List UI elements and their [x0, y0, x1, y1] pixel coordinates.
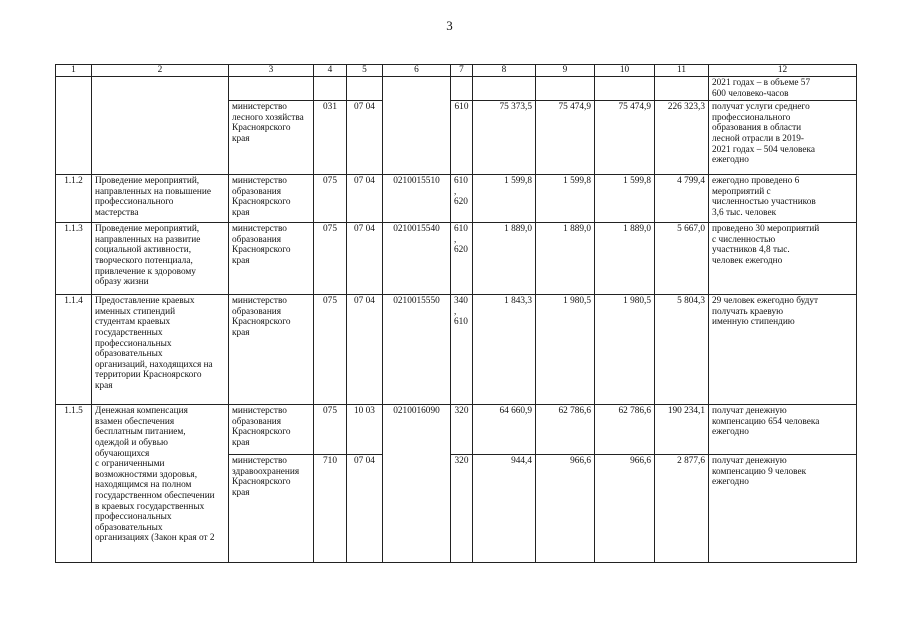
cell-csr: 0210015510 — [383, 175, 451, 223]
cell-number: 1.1.4 — [56, 295, 92, 405]
table-row — [56, 295, 857, 405]
cell-year-2020: 966,6 — [536, 455, 595, 563]
cell-year-2021: 1 889,0 — [595, 223, 655, 295]
cell-rzpr: 07 04 — [347, 223, 383, 295]
cell-measure-name — [92, 77, 229, 175]
cell-expected-result: 29 человек ежегодно будут получать краевую именную стипендию — [709, 295, 857, 405]
header-cell: 7 — [451, 65, 473, 77]
cell-measure-name: Проведение мероприятий, направленных на развитие социальной активности, творческого потенциала, привлечение к здоровому образу жизни — [92, 223, 229, 295]
cell-year-2019: 944,4 — [473, 455, 536, 563]
cell-executor: министерство образования Красноярского края — [229, 295, 314, 405]
cell-vr: 320 — [451, 455, 473, 563]
cell-year-2021: 1 980,5 — [595, 295, 655, 405]
header-cell: 1 — [56, 65, 92, 77]
cell-year-2019: 75 373,5 — [473, 101, 536, 175]
cell-grbs: 075 — [314, 223, 347, 295]
cell-vr — [451, 77, 473, 101]
cell-number: 1.1.5 — [56, 405, 92, 563]
cell-number: 1.1.2 — [56, 175, 92, 223]
cell-grbs — [314, 77, 347, 101]
header-cell: 2 — [92, 65, 229, 77]
cell-total: 2 877,6 — [655, 455, 709, 563]
cell-rzpr: 07 04 — [347, 101, 383, 175]
header-cell: 9 — [536, 65, 595, 77]
cell-grbs: 031 — [314, 101, 347, 175]
cell-total: 190 234,1 — [655, 405, 709, 455]
cell-year-2021: 1 599,8 — [595, 175, 655, 223]
header-cell: 8 — [473, 65, 536, 77]
cell-grbs: 075 — [314, 295, 347, 405]
table-row — [56, 77, 857, 101]
cell-year-2021: 75 474,9 — [595, 101, 655, 175]
cell-vr: 610 — [451, 101, 473, 175]
cell-year-2020: 1 889,0 — [536, 223, 595, 295]
table-row — [56, 175, 857, 223]
cell-grbs: 075 — [314, 175, 347, 223]
cell-executor: министерство образования Красноярского края — [229, 223, 314, 295]
cell-year-2020: 1 599,8 — [536, 175, 595, 223]
cell-executor: министерство образования Красноярского края — [229, 175, 314, 223]
cell-grbs: 075 — [314, 405, 347, 455]
cell-year-2021: 62 786,6 — [595, 405, 655, 455]
header-cell: 3 — [229, 65, 314, 77]
cell-number — [56, 77, 92, 175]
cell-year-2019: 1 599,8 — [473, 175, 536, 223]
header-cell: 11 — [655, 65, 709, 77]
cell-year-2019: 1 889,0 — [473, 223, 536, 295]
cell-total — [655, 77, 709, 101]
header-cell: 4 — [314, 65, 347, 77]
cell-year-2020: 75 474,9 — [536, 101, 595, 175]
header-cell: 5 — [347, 65, 383, 77]
cell-rzpr: 07 04 — [347, 295, 383, 405]
cell-grbs: 710 — [314, 455, 347, 563]
cell-expected-result: проведено 30 мероприятий с численностью участников 4,8 тыс. человек ежегодно — [709, 223, 857, 295]
cell-expected-result: получат денежную компенсацию 654 человека ежегодно — [709, 405, 857, 455]
table-row — [56, 223, 857, 295]
cell-executor — [229, 77, 314, 101]
cell-year-2019: 1 843,3 — [473, 295, 536, 405]
cell-number: 1.1.3 — [56, 223, 92, 295]
cell-vr: 320 — [451, 405, 473, 455]
cell-total: 4 799,4 — [655, 175, 709, 223]
cell-expected-result: 2021 годах – в объеме 57 600 человеко-часов — [709, 77, 857, 101]
cell-total: 5 804,3 — [655, 295, 709, 405]
cell-expected-result: ежегодно проведено 6 мероприятий с численностью участников 3,6 тыс. человек — [709, 175, 857, 223]
cell-csr — [383, 77, 451, 175]
cell-year-2019: 64 660,9 — [473, 405, 536, 455]
cell-year-2021 — [595, 77, 655, 101]
header-cell: 6 — [383, 65, 451, 77]
page-number: 3 — [446, 18, 453, 33]
cell-executor: министерство здравоохранения Красноярского края — [229, 455, 314, 563]
cell-expected-result: получат денежную компенсацию 9 человек ежегодно — [709, 455, 857, 563]
cell-csr: 0210015550 — [383, 295, 451, 405]
cell-expected-result: получат услуги среднего профессионального образования в области лесной отрасли в 2019- 2021 годах – 504 человека ежегодно — [709, 101, 857, 175]
cell-csr: 0210015540 — [383, 223, 451, 295]
header-cell: 12 — [709, 65, 857, 77]
cell-executor: министерство образования Красноярского края — [229, 405, 314, 455]
cell-measure-name: Денежная компенсация взамен обеспечения бесплатным питанием, одеждой и обувью обучающихся с ограниченными возможностями здоровья, находящимся на полном государственном обеспечении в краевых государственных профессиональных образовательных организациях (Закон края от 2 — [92, 405, 229, 563]
cell-year-2021: 966,6 — [595, 455, 655, 563]
cell-year-2020 — [536, 77, 595, 101]
cell-vr: 610, 620 — [451, 175, 473, 223]
table-row — [56, 405, 857, 455]
cell-year-2019 — [473, 77, 536, 101]
cell-rzpr — [347, 77, 383, 101]
cell-measure-name: Проведение мероприятий, направленных на повышение профессионального мастерства — [92, 175, 229, 223]
cell-vr: 610, 620 — [451, 223, 473, 295]
cell-executor: министерство лесного хозяйства Красноярского края — [229, 101, 314, 175]
cell-total: 5 667,0 — [655, 223, 709, 295]
cell-total: 226 323,3 — [655, 101, 709, 175]
cell-year-2020: 62 786,6 — [536, 405, 595, 455]
cell-csr: 0210016090 — [383, 405, 451, 563]
cell-vr: 340, 610 — [451, 295, 473, 405]
cell-rzpr: 07 04 — [347, 455, 383, 563]
program-measures-table — [55, 64, 857, 563]
header-cell: 10 — [595, 65, 655, 77]
cell-measure-name: Предоставление краевых именных стипендий студентам краевых государственных профессиональных образовательных организаций, находящихся на территории Красноярского края — [92, 295, 229, 405]
table-header-row — [56, 65, 857, 77]
cell-rzpr: 07 04 — [347, 175, 383, 223]
cell-rzpr: 10 03 — [347, 405, 383, 455]
cell-year-2020: 1 980,5 — [536, 295, 595, 405]
